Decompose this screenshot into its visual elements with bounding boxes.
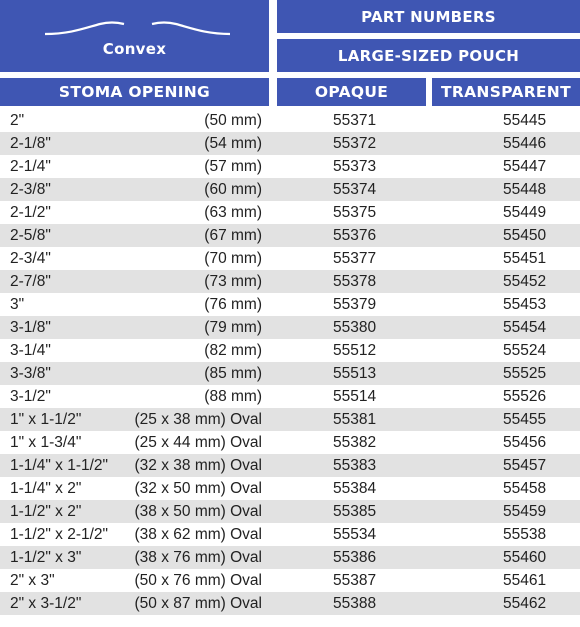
stoma-size: 2" x 3" xyxy=(10,572,55,589)
stoma-size-mm: (85 mm) xyxy=(204,365,262,382)
table-row xyxy=(0,385,580,408)
opaque-part-number: 55380 xyxy=(333,319,377,336)
stoma-size: 2-1/8" xyxy=(10,135,51,152)
transparent-part-number: 55448 xyxy=(503,181,547,198)
opaque-part-number: 55376 xyxy=(333,227,377,244)
transparent-part-number: 55538 xyxy=(503,526,547,543)
opaque-part-number: 55512 xyxy=(333,342,377,359)
transparent-part-number: 55461 xyxy=(503,572,547,589)
opaque-part-number: 55373 xyxy=(333,158,377,175)
opaque-part-number: 55386 xyxy=(333,549,377,566)
convex-label: Convex xyxy=(102,40,167,58)
transparent-part-number: 55460 xyxy=(503,549,547,566)
opaque-part-number: 55372 xyxy=(333,135,377,152)
stoma-size-mm: (50 x 76 mm) Oval xyxy=(134,572,262,589)
stoma-size: 3-1/2" xyxy=(10,388,51,405)
transparent-header: TRANSPARENT xyxy=(432,78,580,106)
opaque-part-number: 55381 xyxy=(333,411,377,428)
opaque-header: OPAQUE xyxy=(277,78,426,106)
transparent-part-number: 55447 xyxy=(503,158,547,175)
stoma-size-mm: (82 mm) xyxy=(204,342,262,359)
stoma-size: 3-3/8" xyxy=(10,365,51,382)
stoma-size-mm: (50 x 87 mm) Oval xyxy=(134,595,262,612)
stoma-size: 3" xyxy=(10,296,25,313)
stoma-size-mm: (25 x 44 mm) Oval xyxy=(134,434,262,451)
transparent-part-number: 55445 xyxy=(503,112,547,129)
stoma-size: 1-1/2" x 2" xyxy=(10,503,82,520)
opaque-part-number: 55387 xyxy=(333,572,377,589)
transparent-part-number: 55449 xyxy=(503,204,547,221)
stoma-size: 1-1/2" x 3" xyxy=(10,549,82,566)
table-row xyxy=(0,523,580,546)
table-row xyxy=(0,155,580,178)
table-row xyxy=(0,132,580,155)
opaque-part-number: 55514 xyxy=(333,388,377,405)
stoma-size: 1" x 1-3/4" xyxy=(10,434,82,451)
transparent-part-number: 55446 xyxy=(503,135,547,152)
stoma-size: 3-1/4" xyxy=(10,342,51,359)
opaque-part-number: 55534 xyxy=(333,526,377,543)
stoma-size-mm: (25 x 38 mm) Oval xyxy=(134,411,262,428)
transparent-part-number: 55458 xyxy=(503,480,547,497)
transparent-part-number: 55451 xyxy=(503,250,547,267)
transparent-part-number: 55455 xyxy=(503,411,547,428)
table-row xyxy=(0,270,580,293)
transparent-part-number: 55462 xyxy=(503,595,547,612)
table-row xyxy=(0,316,580,339)
transparent-part-number: 55453 xyxy=(503,296,547,313)
stoma-size: 1" x 1-1/2" xyxy=(10,411,82,428)
table-row xyxy=(0,546,580,569)
opaque-part-number: 55374 xyxy=(333,181,377,198)
opaque-part-number: 55384 xyxy=(333,480,377,497)
table-row xyxy=(0,109,580,132)
table-row xyxy=(0,293,580,316)
stoma-size: 2-3/8" xyxy=(10,181,51,198)
stoma-size: 2-1/4" xyxy=(10,158,51,175)
table-row xyxy=(0,362,580,385)
opaque-part-number: 55371 xyxy=(333,112,377,129)
transparent-part-number: 55454 xyxy=(503,319,547,336)
transparent-part-number: 55459 xyxy=(503,503,547,520)
table-row xyxy=(0,454,580,477)
table-row xyxy=(0,178,580,201)
part-numbers-header: PART NUMBERS xyxy=(277,0,580,33)
stoma-size-mm: (79 mm) xyxy=(204,319,262,336)
transparent-part-number: 55457 xyxy=(503,457,547,474)
table-row xyxy=(0,224,580,247)
table-row xyxy=(0,431,580,454)
stoma-size: 1-1/4" x 2" xyxy=(10,480,82,497)
table-row xyxy=(0,339,580,362)
stoma-size-mm: (38 x 76 mm) Oval xyxy=(134,549,262,566)
stoma-size-mm: (60 mm) xyxy=(204,181,262,198)
table-row xyxy=(0,247,580,270)
table-row xyxy=(0,500,580,523)
opaque-part-number: 55385 xyxy=(333,503,377,520)
stoma-size-mm: (73 mm) xyxy=(204,273,262,290)
stoma-size-mm: (38 x 50 mm) Oval xyxy=(134,503,262,520)
stoma-size-mm: (88 mm) xyxy=(204,388,262,405)
stoma-size-mm: (63 mm) xyxy=(204,204,262,221)
stoma-size-mm: (57 mm) xyxy=(204,158,262,175)
stoma-size: 1-1/2" x 2-1/2" xyxy=(10,526,109,543)
transparent-part-number: 55450 xyxy=(503,227,547,244)
transparent-part-number: 55456 xyxy=(503,434,547,451)
stoma-size: 2-1/2" xyxy=(10,204,51,221)
opaque-part-number: 55378 xyxy=(333,273,377,290)
stoma-size-mm: (32 x 50 mm) Oval xyxy=(134,480,262,497)
opaque-part-number: 55383 xyxy=(333,457,377,474)
convex-curve-icon xyxy=(0,0,269,72)
table-row xyxy=(0,592,580,615)
opaque-part-number: 55382 xyxy=(333,434,377,451)
opaque-part-number: 55388 xyxy=(333,595,377,612)
stoma-size-mm: (70 mm) xyxy=(204,250,262,267)
stoma-size-mm: (50 mm) xyxy=(204,112,262,129)
transparent-part-number: 55524 xyxy=(503,342,547,359)
transparent-part-number: 55452 xyxy=(503,273,547,290)
table-row xyxy=(0,477,580,500)
opaque-part-number: 55377 xyxy=(333,250,377,267)
table-row xyxy=(0,408,580,431)
transparent-part-number: 55525 xyxy=(503,365,547,382)
opaque-part-number: 55379 xyxy=(333,296,377,313)
opaque-part-number: 55375 xyxy=(333,204,377,221)
stoma-size-mm: (32 x 38 mm) Oval xyxy=(134,457,262,474)
stoma-size: 2" xyxy=(10,112,25,129)
stoma-size-mm: (38 x 62 mm) Oval xyxy=(134,526,262,543)
transparent-part-number: 55526 xyxy=(503,388,547,405)
part-number-table xyxy=(0,109,580,615)
stoma-size: 1-1/4" x 1-1/2" xyxy=(10,457,109,474)
table-row xyxy=(0,201,580,224)
stoma-size: 2-7/8" xyxy=(10,273,51,290)
opaque-part-number: 55513 xyxy=(333,365,377,382)
stoma-size: 2-3/4" xyxy=(10,250,51,267)
convex-header xyxy=(0,0,269,72)
stoma-size-mm: (54 mm) xyxy=(204,135,262,152)
stoma-size-mm: (76 mm) xyxy=(204,296,262,313)
stoma-size: 2" x 3-1/2" xyxy=(10,595,82,612)
stoma-opening-header: STOMA OPENING xyxy=(0,78,269,106)
stoma-size: 2-5/8" xyxy=(10,227,51,244)
stoma-size: 3-1/8" xyxy=(10,319,51,336)
stoma-size-mm: (67 mm) xyxy=(204,227,262,244)
pouch-size-header: LARGE-SIZED POUCH xyxy=(277,39,580,72)
table-row xyxy=(0,569,580,592)
